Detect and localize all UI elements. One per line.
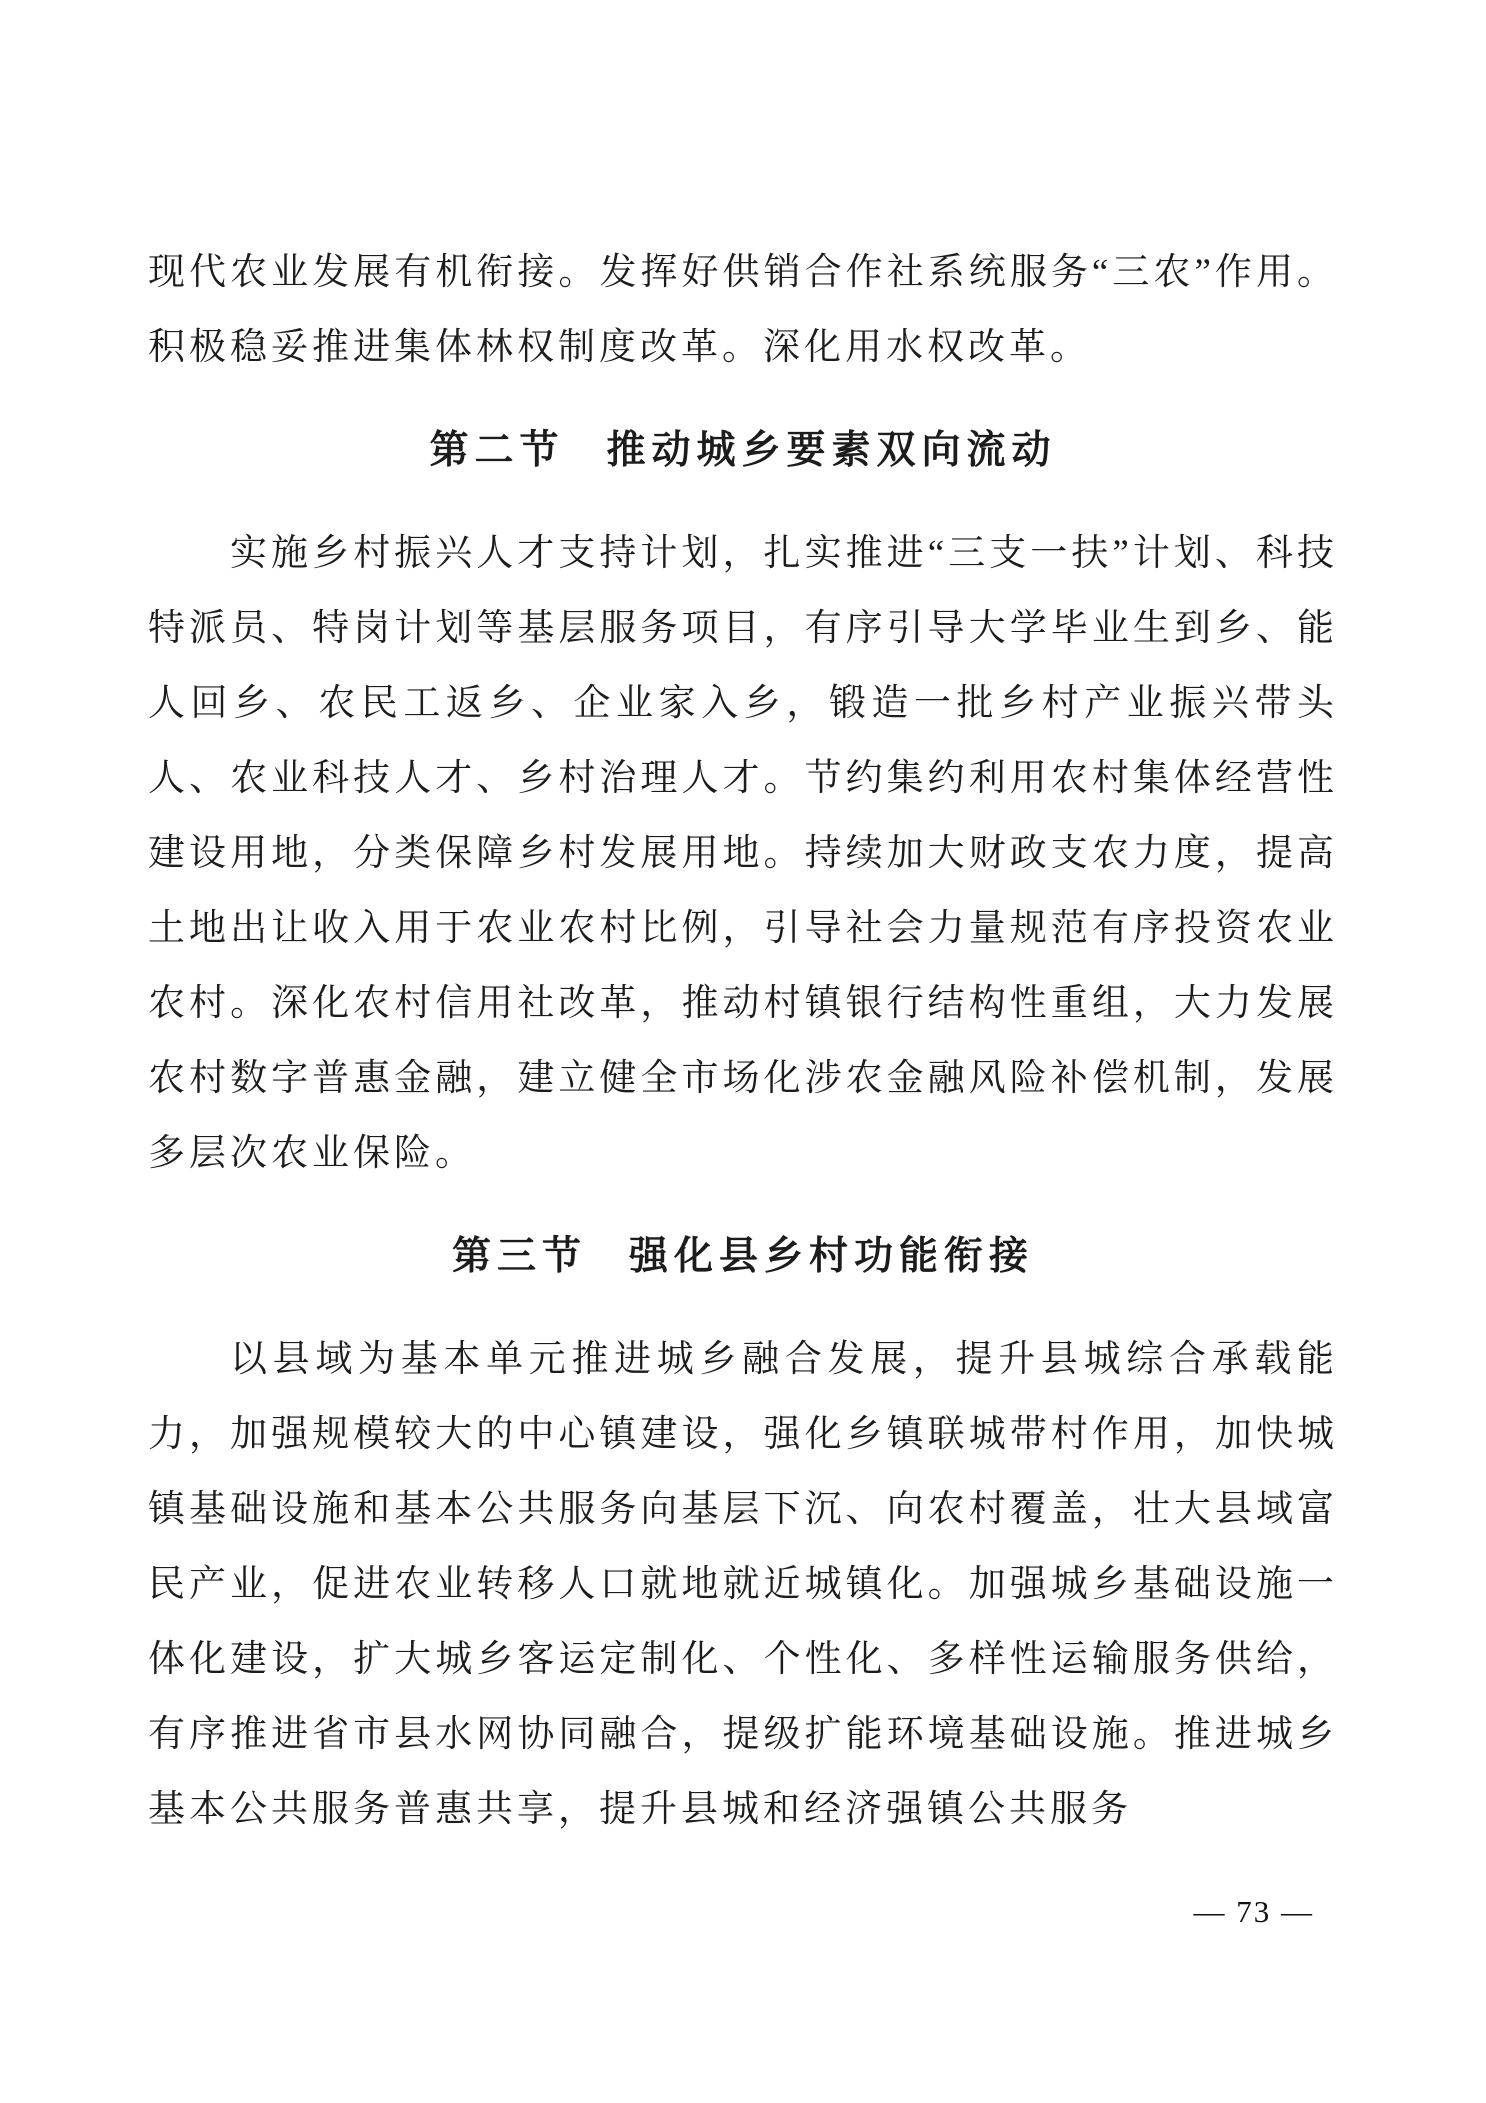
section-2-paragraph: 实施乡村振兴人才支持计划，扎实推进“三支一扶”计划、科技特派员、特岗计划等基层服务项目，有序引导大学毕业生到乡、能人回乡、农民工返乡、企业家入乡，锻造一批乡村产业振兴带头人、农业科技人才、乡村治理人才。节约集约利用农村集体经营性建设用地，分类保障乡村发展用地。持续加大财政支农力度，提高土地出让收入用于农业农村比例，引导社会力量规范有序投资农业农村。深化农村信用社改革，推动村镇银行结构性重组，大力发展农村数字普惠金融，建立健全市场化涉农金融风险补偿机制，发展多层次农业保险。 <box>148 533 1338 1174</box>
section-2 <box>148 413 1338 1191</box>
section-3-paragraph: 以县域为基本单元推进城乡融合发展，提升县城综合承载能力，加强规模较大的中心镇建设，强化乡镇联城带村作用，加快城镇基础设施和基本公共服务向基层下沉、向农村覆盖，壮大县域富民产业，促进农业转移人口就地就近城镇化。加强城乡基础设施一体化建设，扩大城乡客运定制化、个性化、多样性运输服务供给，有序推进省市县水网协同融合，提级扩能环境基础设施。推进城乡基本公共服务普惠共享，提升县城和经济强镇公共服务 <box>148 1339 1338 1830</box>
section-3-heading <box>148 1219 1338 1294</box>
section-3-title: 强化县乡村功能衔接 <box>629 1235 1035 1278</box>
section-3 <box>148 1219 1338 1847</box>
section-2-title: 推动城乡要素双向流动 <box>606 429 1057 472</box>
section-3-label: 第三节 <box>451 1235 587 1278</box>
continuation-paragraph: 现代农业发展有机衔接。发挥好供销合作社系统服务“三农”作用。积极稳妥推进集体林权制度改革。深化用水权改革。 <box>148 252 1338 368</box>
section-2-heading <box>148 413 1338 488</box>
page-content <box>148 235 1338 1847</box>
page-number: — 73 — <box>1193 1894 1314 1929</box>
section-2-label: 第二节 <box>429 429 565 472</box>
